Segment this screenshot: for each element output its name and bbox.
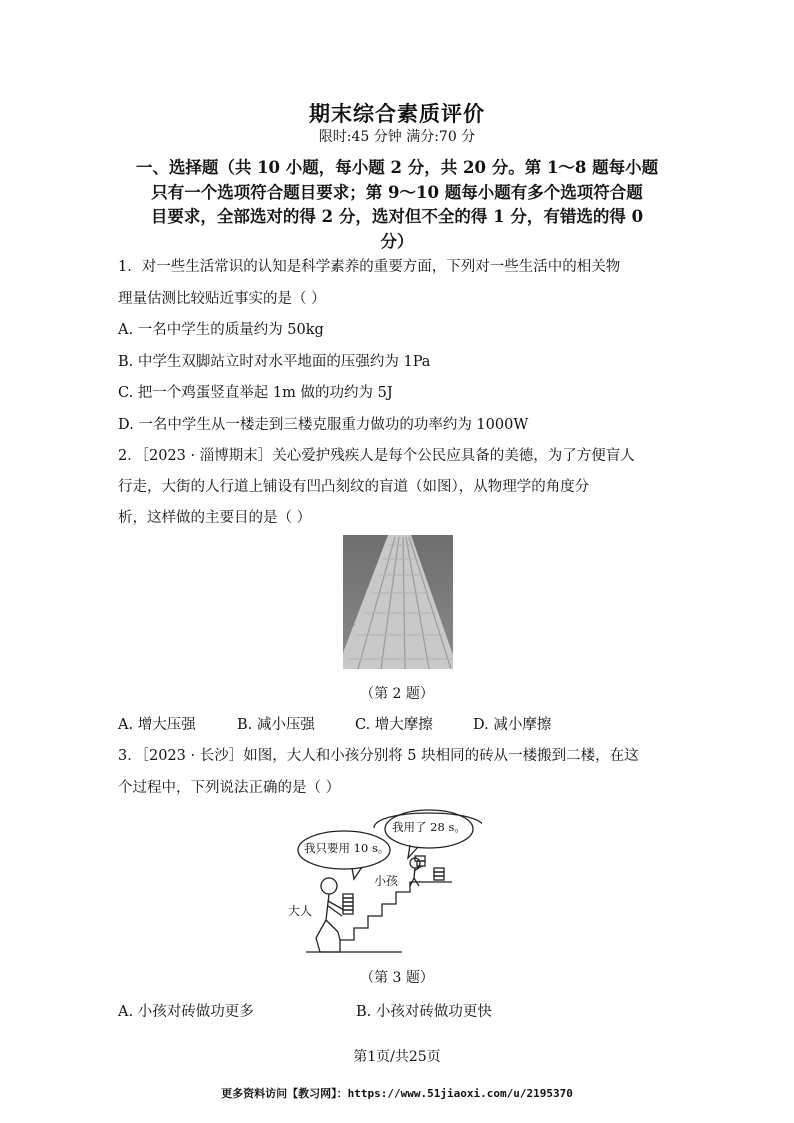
q2-stem-line: 行走，大街的人行道上铺设有凹凸刻纹的盲道（如图），从物理学的角度分 — [118, 479, 590, 495]
stairs-illustration — [282, 806, 482, 958]
resource-link[interactable]: 更多资料访问【教习网】：https://www.51jiaoxi.com/u/2195370 — [221, 1087, 573, 1100]
q1-option-c: C. 把一个鸡蛋竖直举起 1m 做的功约为 5J — [118, 385, 393, 401]
q1-stem-line: 理量估测比较贴近事实的是（ ） — [118, 291, 326, 307]
page-subtitle: 限时:45 分钟 满分:70 分 — [318, 129, 476, 145]
page-title: 期末综合素质评价 — [309, 101, 485, 126]
section-line: 目要求，全部选对的得 2 分，选对但不全的得 1 分，有错选的得 0 — [150, 207, 644, 226]
q3-stem-line: 个过程中，下列说法正确的是（ ） — [118, 780, 341, 796]
q1-stem-line: 1．对一些生活常识的认知是科学素养的重要方面，下列对一些生活中的相关物 — [118, 259, 621, 275]
q2-option-a: A. 增大压强 — [118, 717, 196, 733]
q3-option-b: B. 小孩对砖做功更快 — [356, 1004, 492, 1020]
q2-option-c: C. 增大摩擦 — [355, 717, 433, 733]
section-heading — [117, 156, 677, 254]
child-label: 小孩 — [374, 874, 399, 888]
tactile-paving-photo — [343, 535, 453, 669]
q1-option-b: B. 中学生双脚站立时对水平地面的压强约为 1Pa — [118, 354, 431, 370]
q3-option-a: A. 小孩对砖做功更多 — [118, 1004, 254, 1020]
adult-label: 大人 — [288, 904, 313, 918]
q3-figure-caption: （第 3 题） — [360, 970, 434, 986]
q2-stem-line: 析，这样做的主要目的是（ ） — [118, 510, 312, 526]
q2-option-d: D. 减小摩擦 — [473, 717, 552, 733]
section-line: 只有一个选项符合题目要求；第 9～10 题每小题有多个选项符合题 — [151, 182, 643, 202]
child-speech-bubble: 我用了 28 s。 — [392, 820, 466, 834]
page-number: 第1页/共25页 — [353, 1049, 441, 1065]
q3-stem-line: 3．［2023 · 长沙］如图，大人和小孩分别将 5 块相同的砖从一楼搬到二楼，在这 — [118, 748, 639, 764]
q2-figure-caption: （第 2 题） — [360, 686, 434, 702]
q1-option-d: D. 一名中学生从一楼走到三楼克服重力做功的功率约为 1000W — [118, 417, 529, 433]
q1-option-a: A. 一名中学生的质量约为 50kg — [118, 322, 324, 338]
section-line: 一、选择题（共 10 小题，每小题 2 分，共 20 分。第 1～8 题每小题 — [135, 158, 659, 177]
section-line: 分） — [380, 231, 414, 251]
q2-option-b: B. 减小压强 — [237, 717, 315, 733]
adult-speech-bubble: 我只要用 10 s。 — [304, 841, 390, 855]
q2-stem-line: 2．［2023 · 淄博期末］关心爱护残疾人是每个公民应具备的美德，为了方便盲人 — [118, 448, 635, 464]
